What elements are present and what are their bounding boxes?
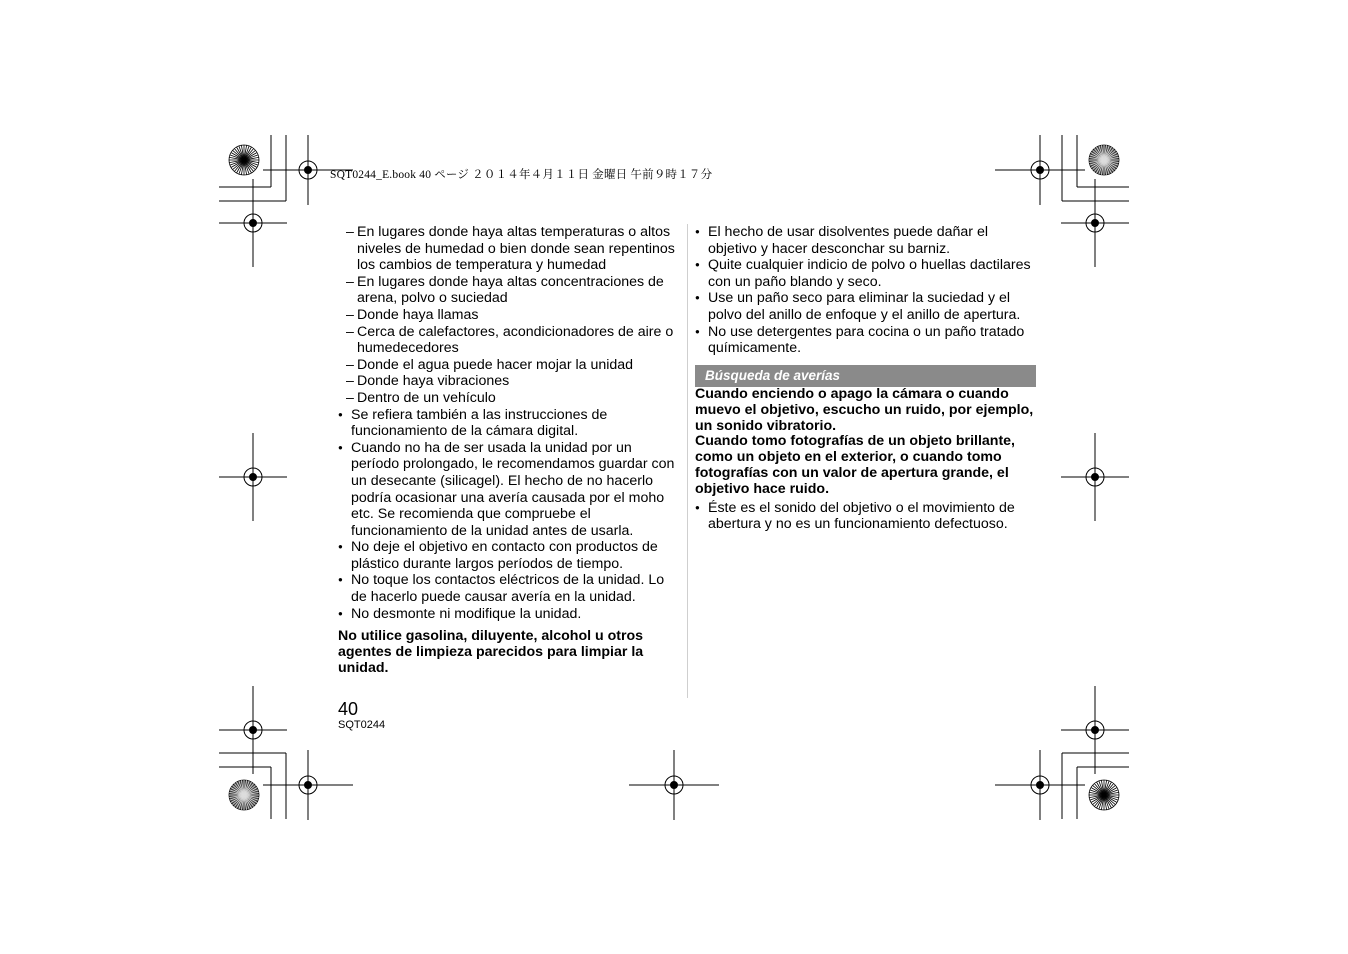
troubleshooting-block <box>695 387 1040 533</box>
bullet-item: ● El hecho de usar disolventes puede dañar el objetivo y hacer desconchar su barniz. <box>695 224 1040 257</box>
bullet-item: ● Se refiera también a las instrucciones de funcionamiento de la cámara digital. <box>338 407 680 440</box>
list-item: – Cerca de calefactores, acondicionadores de aire o humedecedores <box>338 324 680 357</box>
left-column <box>338 224 680 677</box>
right-column <box>695 224 1040 357</box>
list-item: – Dentro de un vehículo <box>338 390 680 407</box>
registration-mark <box>219 433 287 521</box>
page-number: 40 <box>338 699 359 719</box>
warning-note: No utilice gasolina, diluyente, alcohol u otros agentes de limpieza parecidos para limpiar la unidad. <box>338 628 644 676</box>
starburst-mark <box>1089 145 1119 175</box>
bullet-item: ● Quite cualquier indicio de polvo o huellas dactilares con un paño blando y seco. <box>695 257 1040 290</box>
registration-mark <box>1061 686 1129 774</box>
registration-mark <box>1061 179 1129 267</box>
section-heading-bar <box>695 365 1036 387</box>
bullet-item: ● Cuando no ha de ser usada la unidad por un período prolongado, le recomendamos guardar con un desecante (silicagel). El hecho de no hacerlo podría ocasionar una avería causada por el moho etc. Se recomienda que compruebe el funcionamiento de la unidad antes de usarla. <box>338 440 680 540</box>
document-code: SQT0244 <box>338 719 386 731</box>
list-item: – Donde haya llamas <box>338 307 680 324</box>
list-item: – Donde haya vibraciones <box>338 373 680 390</box>
list-item: – En lugares donde haya altas temperaturas o altos niveles de humedad o bien donde sean repentinos los cambios de temperatura y humedad <box>338 224 680 274</box>
bullet-item: ● No deje el objetivo en contacto con productos de plástico durante largos períodos de tiempo. <box>338 539 680 572</box>
registration-mark <box>1061 433 1129 521</box>
starburst-mark <box>1089 780 1119 810</box>
column-divider <box>687 224 688 698</box>
registration-mark <box>995 750 1085 820</box>
print-header: SQT0244_E.book 40 ページ ２０１４年４月１１日 金曜日 午前９時１７分 <box>330 169 713 181</box>
list-item: – Donde el agua puede hacer mojar la unidad <box>338 357 680 374</box>
answer-item: ● Éste es el sonido del objetivo o el movimiento de abertura y no es un funcionamiento defectuoso. <box>695 500 1040 533</box>
registration-mark <box>263 750 353 820</box>
registration-mark <box>219 686 287 774</box>
registration-mark <box>995 135 1085 205</box>
bullet-item: ● No desmonte ni modifique la unidad. <box>338 606 680 623</box>
bullet-item: ● No toque los contactos eléctricos de la unidad. Lo de hacerlo puede causar avería en la unidad. <box>338 572 680 605</box>
starburst-mark <box>229 145 259 175</box>
section-title: Búsqueda de averías <box>705 368 841 383</box>
bullet-item: ● Use un paño seco para eliminar la suciedad y el polvo del anillo de enfoque y el anillo de apertura. <box>695 290 1040 323</box>
registration-mark <box>219 179 287 267</box>
question-2: Cuando tomo fotografías de un objeto brillante, como un objeto en el exterior, o cuando tomo fotografías con un valor de apertura grande, el objetivo hace ruido. <box>695 433 1016 497</box>
list-item: – En lugares donde haya altas concentraciones de arena, polvo o suciedad <box>338 274 680 307</box>
registration-mark <box>629 750 719 820</box>
starburst-mark <box>229 780 259 810</box>
question-1: Cuando enciendo o apago la cámara o cuando muevo el objetivo, escucho un ruido, por ejemplo, un sonido vibratorio. <box>695 386 1034 434</box>
bullet-item: ● No use detergentes para cocina o un paño tratado químicamente. <box>695 324 1040 357</box>
